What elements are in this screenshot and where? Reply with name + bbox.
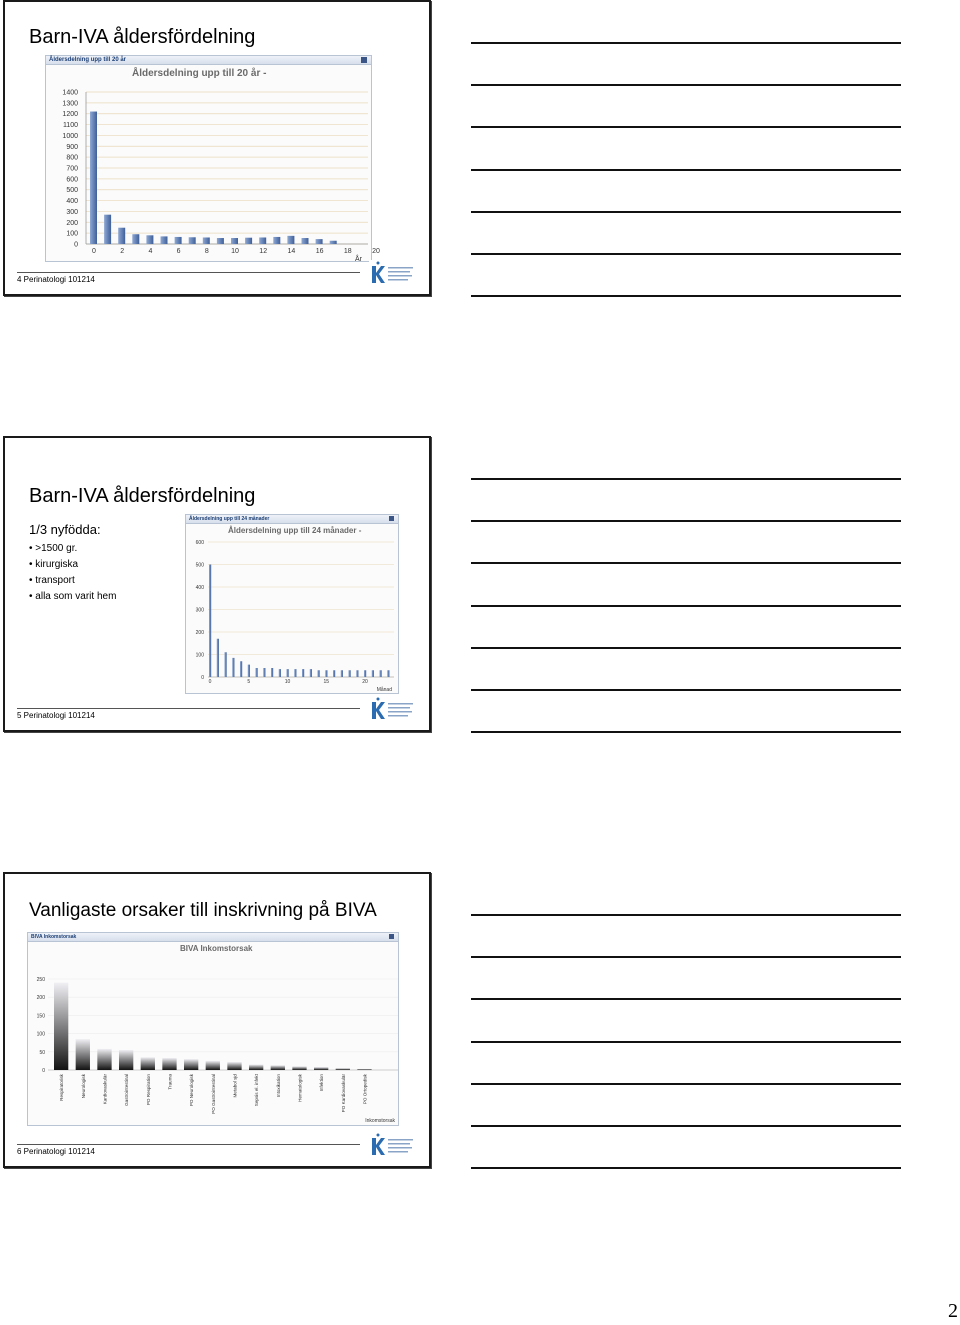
x-axis-label: Månad xyxy=(376,687,392,693)
bar xyxy=(259,237,266,244)
bar xyxy=(287,669,289,677)
bar xyxy=(271,668,273,677)
y-tick-label: 1100 xyxy=(62,122,78,130)
y-tick-label: 100 xyxy=(36,1031,45,1038)
y-tick-label: 300 xyxy=(66,208,78,216)
x-tick-label: 2 xyxy=(120,248,125,255)
bar xyxy=(189,237,196,244)
bar xyxy=(364,670,366,677)
x-tick-label: PO Kardiovaskulär xyxy=(340,1074,346,1113)
karolinska-logo-icon xyxy=(369,260,417,286)
bar xyxy=(248,665,250,677)
notes-line xyxy=(471,914,901,916)
bar xyxy=(263,668,265,677)
x-tick-label: Metabol sjd xyxy=(232,1074,238,1098)
notes-line xyxy=(471,169,901,171)
x-tick-label: Sepsis el. infekt xyxy=(254,1074,260,1107)
x-tick-label: 12 xyxy=(259,248,268,255)
y-tick-label: 700 xyxy=(66,165,78,173)
bar xyxy=(104,215,111,244)
x-tick-label: 18 xyxy=(343,248,352,255)
y-tick-label: 600 xyxy=(66,176,78,184)
x-tick-label: 10 xyxy=(284,679,291,685)
bar xyxy=(184,1059,198,1070)
notes-line xyxy=(471,956,901,958)
bar xyxy=(240,661,242,677)
y-tick-label: 0 xyxy=(74,241,78,249)
bar xyxy=(141,1057,155,1070)
y-tick-label: 400 xyxy=(195,585,204,591)
x-tick-label: 20 xyxy=(372,248,380,255)
bar xyxy=(175,237,182,244)
y-tick-label: 100 xyxy=(66,230,78,238)
y-tick-label: 800 xyxy=(66,154,78,162)
karolinska-logo-icon xyxy=(369,696,417,722)
age-chart-24-months xyxy=(186,515,400,695)
bar xyxy=(118,228,125,244)
bar xyxy=(294,669,296,677)
notes-line xyxy=(471,647,901,649)
y-tick-label: 900 xyxy=(66,143,78,151)
bar xyxy=(76,1039,90,1070)
bar xyxy=(302,669,304,677)
y-tick-label: 200 xyxy=(66,219,78,227)
chart-title: BIVA Inkomstorsak xyxy=(180,944,253,953)
notes-line xyxy=(471,1041,901,1043)
slide-footer: 4 Perinatologi 101214 xyxy=(17,275,95,284)
bullet-intro: 1/3 nyfödda: xyxy=(29,522,101,537)
notes-line xyxy=(471,605,901,607)
y-tick-label: 200 xyxy=(36,995,45,1002)
x-tick-label: 0 xyxy=(208,679,212,685)
x-tick-label: Infektion xyxy=(319,1074,325,1092)
x-tick-label: PO Respiration xyxy=(145,1074,151,1106)
bar xyxy=(330,241,337,244)
y-tick-label: 500 xyxy=(195,562,204,569)
slide-title: Vanligaste orsaker till inskrivning på BIVA xyxy=(29,900,377,921)
y-tick-label: 0 xyxy=(42,1068,45,1074)
notes-line xyxy=(471,562,901,564)
x-tick-label: PO Gastrointestinal xyxy=(210,1074,216,1114)
bar xyxy=(316,239,323,244)
bar xyxy=(54,983,68,1070)
age-chart-20-years xyxy=(46,56,380,263)
x-tick-label: 15 xyxy=(323,679,330,685)
bar xyxy=(209,565,211,678)
x-tick-label: PO Ortopedisk xyxy=(362,1074,368,1105)
y-tick-label: 0 xyxy=(201,675,204,681)
x-tick-label: 4 xyxy=(148,248,153,255)
x-tick-label: Intoxikation xyxy=(275,1074,281,1098)
notes-line xyxy=(471,1083,901,1085)
bullet-list xyxy=(29,522,116,607)
slide-6 xyxy=(3,872,431,1168)
y-tick-label: 50 xyxy=(39,1049,45,1056)
bar xyxy=(387,670,389,677)
bar xyxy=(245,238,252,244)
x-tick-label: Kardiovaskulär xyxy=(102,1074,108,1105)
bar xyxy=(336,1068,350,1070)
notes-line xyxy=(471,1125,901,1127)
y-tick-label: 400 xyxy=(66,198,78,206)
bar xyxy=(231,238,238,244)
bar xyxy=(273,237,280,244)
bar xyxy=(314,1067,328,1070)
screenshot-header: BIVA Inkomstorsak xyxy=(28,933,398,942)
bar xyxy=(227,1062,241,1070)
bar xyxy=(119,1050,133,1070)
bar xyxy=(341,670,343,677)
bar xyxy=(132,234,139,244)
notes-line xyxy=(471,520,901,522)
y-tick-label: 1000 xyxy=(62,132,78,140)
x-axis-label: År xyxy=(355,256,362,263)
notes-line xyxy=(471,84,901,86)
chart-screenshot xyxy=(185,514,399,694)
karolinska-logo-icon xyxy=(369,1132,417,1158)
bar xyxy=(279,669,281,677)
screenshot-header: Åldersdelning upp till 20 år xyxy=(46,56,371,65)
y-tick-label: 200 xyxy=(195,630,204,636)
bar xyxy=(349,670,351,677)
bar xyxy=(146,235,153,244)
footer-divider xyxy=(17,1144,360,1145)
slide-title: Barn-IVA åldersfördelning xyxy=(29,485,256,507)
notes-line xyxy=(471,689,901,691)
bar xyxy=(271,1065,285,1070)
bar xyxy=(287,236,294,244)
x-tick-label: 14 xyxy=(287,248,296,255)
x-tick-label: Gastrointestinal xyxy=(124,1074,130,1106)
bar xyxy=(302,238,309,244)
bar xyxy=(333,670,335,677)
chart-title: Åldersdelning upp till 24 månader - xyxy=(228,526,362,535)
bar xyxy=(310,669,312,677)
bar xyxy=(292,1066,306,1070)
bar xyxy=(232,658,234,677)
bar xyxy=(372,670,374,677)
y-tick-label: 1400 xyxy=(62,89,78,97)
x-tick-label: Neurologisk xyxy=(80,1074,86,1099)
chart-screenshot xyxy=(27,932,399,1126)
bar xyxy=(380,670,382,677)
y-tick-label: 1200 xyxy=(62,111,78,119)
chart-title: Åldersdelning upp till 20 år - xyxy=(132,68,267,79)
bar xyxy=(357,1069,371,1070)
x-tick-label: 6 xyxy=(176,248,181,255)
y-tick-label: 600 xyxy=(195,540,204,546)
y-tick-label: 150 xyxy=(36,1013,45,1020)
footer-divider xyxy=(17,708,360,709)
slide-5 xyxy=(3,436,431,732)
chart-screenshot xyxy=(45,55,380,263)
x-tick-label: PO Neurologisk xyxy=(189,1074,195,1107)
bar xyxy=(225,652,227,677)
bullet-item: • kirurgiska xyxy=(29,559,79,570)
slide-4 xyxy=(3,0,431,296)
y-tick-label: 500 xyxy=(66,187,78,195)
notes-line xyxy=(471,1167,901,1169)
x-axis-label: Inkomstorsak xyxy=(365,1118,395,1124)
notes-line xyxy=(471,295,901,297)
y-tick-label: 250 xyxy=(36,977,45,983)
y-tick-label: 100 xyxy=(195,652,204,659)
bar xyxy=(217,238,224,244)
x-tick-label: Hematologisk xyxy=(297,1074,303,1102)
bar xyxy=(162,1058,176,1070)
x-tick-label: 8 xyxy=(204,248,209,255)
bar xyxy=(206,1061,220,1070)
notes-line xyxy=(471,42,901,44)
bullet-item: • alla som varit hem xyxy=(29,591,117,602)
notes-line xyxy=(471,211,901,213)
bar xyxy=(249,1065,263,1070)
page-number: 2 xyxy=(948,1300,958,1322)
x-tick-label: 0 xyxy=(92,248,96,255)
notes-line xyxy=(471,478,901,480)
screenshot-header: Åldersdelning upp till 24 månader xyxy=(186,515,398,524)
x-tick-label: Respiratorisk xyxy=(59,1074,65,1101)
y-tick-label: 300 xyxy=(195,607,204,614)
x-tick-label: Trauma xyxy=(167,1074,173,1090)
bullet-item: • >1500 gr. xyxy=(29,543,78,554)
bar xyxy=(161,236,168,244)
admission-cause-chart xyxy=(28,933,400,1127)
bar xyxy=(325,670,327,677)
bar xyxy=(90,112,97,244)
x-tick-label: 16 xyxy=(315,248,324,255)
bar xyxy=(256,668,258,677)
notes-line xyxy=(471,126,901,128)
x-tick-label: 10 xyxy=(231,248,239,255)
footer-divider xyxy=(17,272,360,273)
bar xyxy=(97,1049,111,1070)
bar xyxy=(356,670,358,677)
slide-footer: 6 Perinatologi 101214 xyxy=(17,1147,95,1156)
slide-title: Barn-IVA åldersfördelning xyxy=(29,26,256,48)
bar xyxy=(217,639,219,677)
x-tick-label: 5 xyxy=(247,679,251,685)
y-tick-label: 1300 xyxy=(62,100,78,108)
bullet-item: • transport xyxy=(29,575,75,586)
notes-line xyxy=(471,731,901,733)
notes-line xyxy=(471,998,901,1000)
slide-footer: 5 Perinatologi 101214 xyxy=(17,711,95,720)
bar xyxy=(318,670,320,677)
bar xyxy=(203,237,210,244)
x-tick-label: 20 xyxy=(362,679,368,685)
notes-line xyxy=(471,253,901,255)
